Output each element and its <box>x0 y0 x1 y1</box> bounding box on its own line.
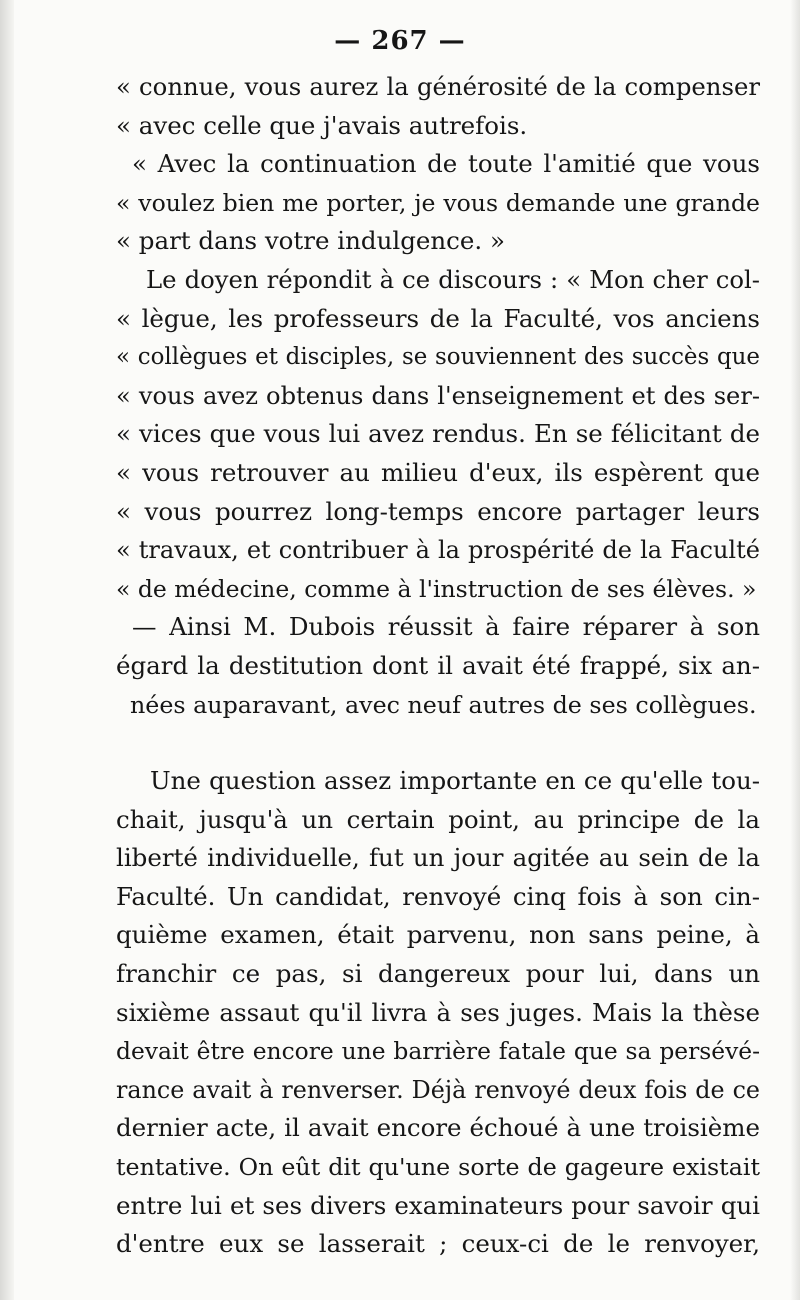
text-line: « avec celle que j'avais autrefois. <box>116 110 528 140</box>
paragraph-2 <box>116 762 760 1264</box>
page-number: — 267 — <box>334 26 466 56</box>
text-line: devait être encore une barrière fatale que sa persévé- <box>116 1037 760 1066</box>
text-line: quième examen, était parvenu, non sans peine, à <box>116 920 760 950</box>
text-line: entre lui et ses divers examinateurs pour savoir qui <box>116 1190 760 1220</box>
text-line: « voulez bien me porter, je vous demande une grande <box>116 188 760 217</box>
text-line: « travaux, et contribuer à la prospérité de la Faculté <box>116 536 760 565</box>
body-text <box>116 68 760 1264</box>
text-line: rance avait à renverser. Déjà renvoyé deux fois de ce <box>116 1075 760 1104</box>
text-line: « de médecine, comme à l'instruction de ses élèves. » <box>116 574 757 603</box>
text-line: chait, jusqu'à un certain point, au principe de la <box>116 804 760 834</box>
text-line: nées auparavant, avec neuf autres de ses collègues. <box>130 690 757 719</box>
text-line: Faculté. Un candidat, renvoyé cinq fois à son cin- <box>116 881 760 911</box>
text-line: tentative. On eût dit qu'une sorte de gageure existait <box>116 1153 760 1182</box>
text-line: Une question assez importante en ce qu'elle tou- <box>150 766 760 796</box>
text-line: « collègues et disciples, se souviennent des succès que <box>116 344 760 371</box>
text-line: « vous pourrez long-temps encore partager leurs <box>116 496 760 526</box>
text-line: franchir ce pas, si dangereux pour lui, dans un <box>116 959 760 989</box>
page-left-edge-shadow <box>0 0 14 1300</box>
paragraph-gap <box>116 724 760 762</box>
text-line: liberté individuelle, fut un jour agitée au sein de la <box>116 843 760 873</box>
paragraph-1 <box>116 68 760 724</box>
text-line: « lègue, les professeurs de la Faculté, vos anciens <box>116 303 760 333</box>
text-line: « Avec la continuation de toute l'amitié que vous <box>132 149 760 179</box>
text-line: dernier acte, il avait encore échoué à une troisième <box>116 1113 760 1143</box>
text-line: « vices que vous lui avez rendus. En se félicitant de <box>116 419 760 449</box>
text-line: d'entre eux se lasserait ; ceux-ci de le renvoyer, <box>116 1229 760 1259</box>
text-line: « part dans votre indulgence. » <box>116 226 505 256</box>
text-line: « connue, vous aurez la générosité de la compenser <box>116 72 760 101</box>
text-line: Le doyen répondit à ce discours : « Mon cher col- <box>146 264 760 294</box>
text-line: sixième assaut qu'il livra à ses juges. Mais la thèse <box>116 997 760 1027</box>
page-right-edge-shadow <box>790 0 800 1300</box>
text-line: « vous retrouver au milieu d'eux, ils espèrent que <box>116 457 760 487</box>
text-line: « vous avez obtenus dans l'enseignement et des ser- <box>116 381 760 410</box>
text-line: — Ainsi M. Dubois réussit à faire réparer à son <box>132 612 760 642</box>
text-line: égard la destitution dont il avait été frappé, six an- <box>116 650 760 680</box>
